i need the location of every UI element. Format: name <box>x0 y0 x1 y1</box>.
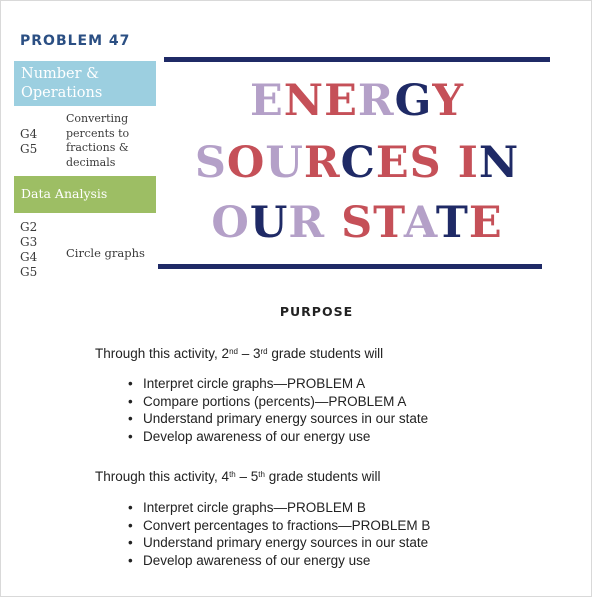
title-letter: U <box>249 198 289 248</box>
list-item: • Understand primary energy sources in our state <box>128 410 428 428</box>
title-line-3 <box>164 198 550 248</box>
title-letter: S <box>341 198 374 248</box>
title-letter: U <box>265 138 304 188</box>
grade-label: G4 <box>20 127 38 141</box>
skill-line: fractions & <box>66 141 129 154</box>
ordinal-suffix: rd <box>260 347 268 356</box>
list-item: • Convert percentages to fractions—PROBLEM B <box>128 517 430 535</box>
title-line-2 <box>164 138 550 188</box>
list-item: • Develop awareness of our energy use <box>128 428 428 446</box>
grade-label: G5 <box>20 265 38 279</box>
title-letter: N <box>478 138 520 188</box>
list-item: • Develop awareness of our energy use <box>128 552 430 570</box>
grade-label: G3 <box>20 235 38 249</box>
intro-text: – 3 <box>237 346 261 361</box>
title-letter: C <box>340 138 376 188</box>
title-letter: O <box>226 138 266 188</box>
title-letter <box>442 138 458 188</box>
list-item: • Understand primary energy sources in our state <box>128 534 430 552</box>
skill-line: decimals <box>66 155 116 169</box>
title-letter: T <box>373 198 404 248</box>
title-letter: S <box>409 138 442 188</box>
purpose-intro-b <box>95 469 381 484</box>
purpose-heading: PURPOSE <box>279 304 354 319</box>
title-letter: T <box>435 198 469 248</box>
title-line-1 <box>164 76 550 126</box>
title-letter: N <box>283 76 325 126</box>
number-operations-heading-line1: Number & <box>21 66 100 82</box>
intro-text: Through this activity, 4 <box>95 469 230 484</box>
title-letter: R <box>357 76 395 126</box>
purpose-intro-a <box>95 346 383 361</box>
list-item: • Compare portions (percents)—PROBLEM A <box>128 393 428 411</box>
title-letter: E <box>375 138 410 188</box>
title-letter <box>325 198 341 248</box>
number-operations-heading-line2: Operations <box>21 85 103 101</box>
skill-line: percents to <box>66 126 130 140</box>
title-letter: E <box>324 76 358 126</box>
intro-text: grade students will <box>264 469 381 484</box>
ordinal-suffix: th <box>229 470 236 479</box>
intro-text: Through this activity, 2 <box>95 346 230 361</box>
title-letter: A <box>403 198 436 248</box>
title-letter: R <box>288 198 326 248</box>
data-analysis-heading: Data Analysis <box>14 176 156 213</box>
grade-label: G5 <box>20 142 38 156</box>
title-letter: Y <box>432 76 465 126</box>
title-letter: S <box>194 138 227 188</box>
number-operations-skill <box>66 112 129 170</box>
skill-line: Converting <box>66 112 129 125</box>
number-operations-heading <box>14 61 156 106</box>
data-analysis-grades <box>20 220 37 280</box>
title-letter: G <box>394 76 433 126</box>
title-top-rule <box>164 57 550 62</box>
problem-number: PROBLEM 47 <box>20 33 131 49</box>
intro-text: – 5 <box>235 469 259 484</box>
purpose-list-a <box>128 375 428 445</box>
title-letter: R <box>303 138 341 188</box>
intro-text: grade students will <box>267 346 384 361</box>
grade-label: G2 <box>20 220 38 234</box>
title-letter: E <box>249 76 284 126</box>
title-letter: E <box>468 198 503 248</box>
grade-label: G4 <box>20 250 38 264</box>
title-letter: O <box>211 198 250 248</box>
number-operations-grades <box>20 127 37 157</box>
list-item: • Interpret circle graphs—PROBLEM B <box>128 499 430 517</box>
purpose-list-b <box>128 499 430 569</box>
ordinal-suffix: nd <box>229 347 238 356</box>
ordinal-suffix: th <box>258 470 265 479</box>
title-letter: I <box>457 138 479 188</box>
list-item: • Interpret circle graphs—PROBLEM A <box>128 375 428 393</box>
data-analysis-skill: Circle graphs <box>66 246 145 260</box>
title-bottom-rule <box>158 264 542 269</box>
